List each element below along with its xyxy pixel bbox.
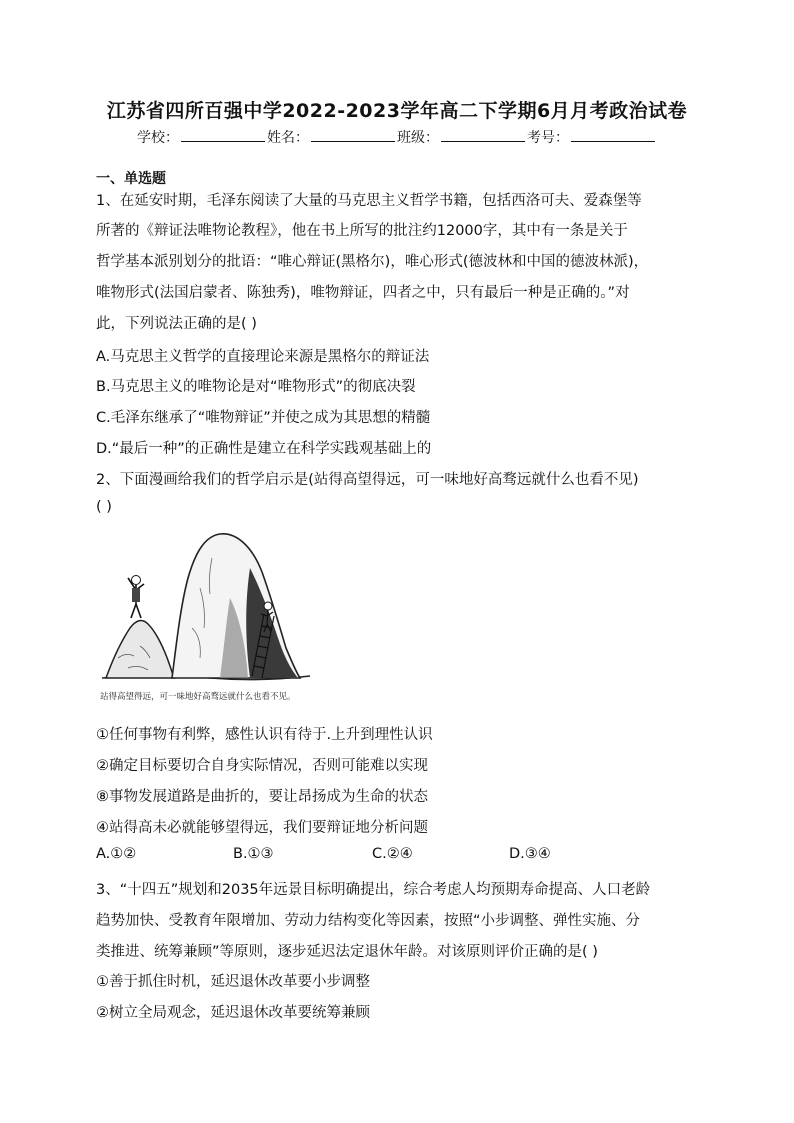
- q3-line-3: 类推进、统筹兼顾”等原则，逐步延迟法定退休年龄。对该原则评价正确的是( ): [96, 944, 598, 960]
- q3-line-2: 趋势加快、受教育年限增加、劳动力结构变化等因素，按照“小步调整、弹性实施、分: [96, 913, 641, 929]
- q1-option-b: B.马克思主义的唯物论是对“唯物形式”的彻底决裂: [96, 379, 416, 395]
- cartoon-mountain-illustration: [100, 528, 312, 708]
- section-title: 一、单选题: [96, 171, 166, 187]
- q1-line-5: 此，下列说法正确的是( ): [96, 316, 257, 332]
- q1-option-a: A.马克思主义哲学的直接理论来源是黑格尔的辩证法: [96, 349, 430, 365]
- exam-title: 江苏省四所百强中学2022-2023学年高二下学期6月月考政治试卷: [106, 100, 688, 122]
- q2-line-2: ( ): [96, 499, 112, 515]
- school-blank: [181, 129, 265, 142]
- q3-statement-2: ②树立全局观念，延迟退休改革要统筹兼顾: [96, 1005, 370, 1021]
- class-blank: [441, 129, 525, 142]
- q1-line-2: 所著的《辩证法唯物论教程》，他在书上所写的批注约12000字，其中有一条是关于: [96, 223, 628, 239]
- q1-option-d: D.“最后一种”的正确性是建立在科学实践观基础上的: [96, 441, 432, 457]
- q2-statement-4: ④站得高未必就能够望得远，我们要辩证地分析问题: [96, 820, 428, 836]
- name-label: 姓名：: [267, 130, 309, 146]
- q2-line-1: 2、下面漫画给我们的哲学启示是(站得高望得远，可一味地好高骛远就什么也看不见): [96, 472, 639, 488]
- cartoon-caption: 站得高望得远，可一味地好高骛远就什么也看不见。: [100, 692, 296, 702]
- class-label: 班级：: [397, 130, 439, 146]
- q1-option-c: C.毛泽东继承了“唯物辩证”并使之成为其思想的精髓: [96, 410, 431, 426]
- q2-choices: [96, 846, 696, 866]
- q1-line-3: 哲学基本派别划分的批语：“唯心辩证(黑格尔)，唯心形式(德波林和中国的德波林派)，: [96, 254, 649, 270]
- q3-statement-1: ①善于抓住时机，延迟退休改革要小步调整: [96, 974, 370, 990]
- q2-statement-2: ②确定目标要切合自身实际情况，否则可能难以实现: [96, 758, 428, 774]
- q1-line-1: 1、在延安时期，毛泽东阅读了大量的马克思主义哲学书籍，包括西洛可夫、爱森堡等: [96, 193, 642, 209]
- number-label: 考号：: [527, 130, 569, 146]
- student-info-row: [0, 127, 794, 147]
- number-blank: [571, 129, 655, 142]
- name-blank: [311, 129, 395, 142]
- q2-choice-c: C.②④: [372, 846, 413, 862]
- q1-line-4: 唯物形式(法国启蒙者、陈独秀)，唯物辩证，四者之中，只有最后一种是正确的。”对: [96, 285, 630, 301]
- school-label: 学校：: [137, 130, 179, 146]
- q2-choice-a: A.①②: [96, 846, 137, 862]
- q3-line-1: 3、“十四五”规划和2035年远景目标明确提出，综合考虑人均预期寿命提高、人口老龄: [96, 882, 651, 898]
- q2-choice-d: D.③④: [509, 846, 551, 862]
- q2-statement-1: ①任何事物有利弊，感性认识有待于.上升到理性认识: [96, 727, 433, 743]
- q2-choice-b: B.①③: [233, 846, 274, 862]
- q2-statement-3: ⑧事物发展道路是曲折的，要让昂扬成为生命的状态: [96, 789, 428, 805]
